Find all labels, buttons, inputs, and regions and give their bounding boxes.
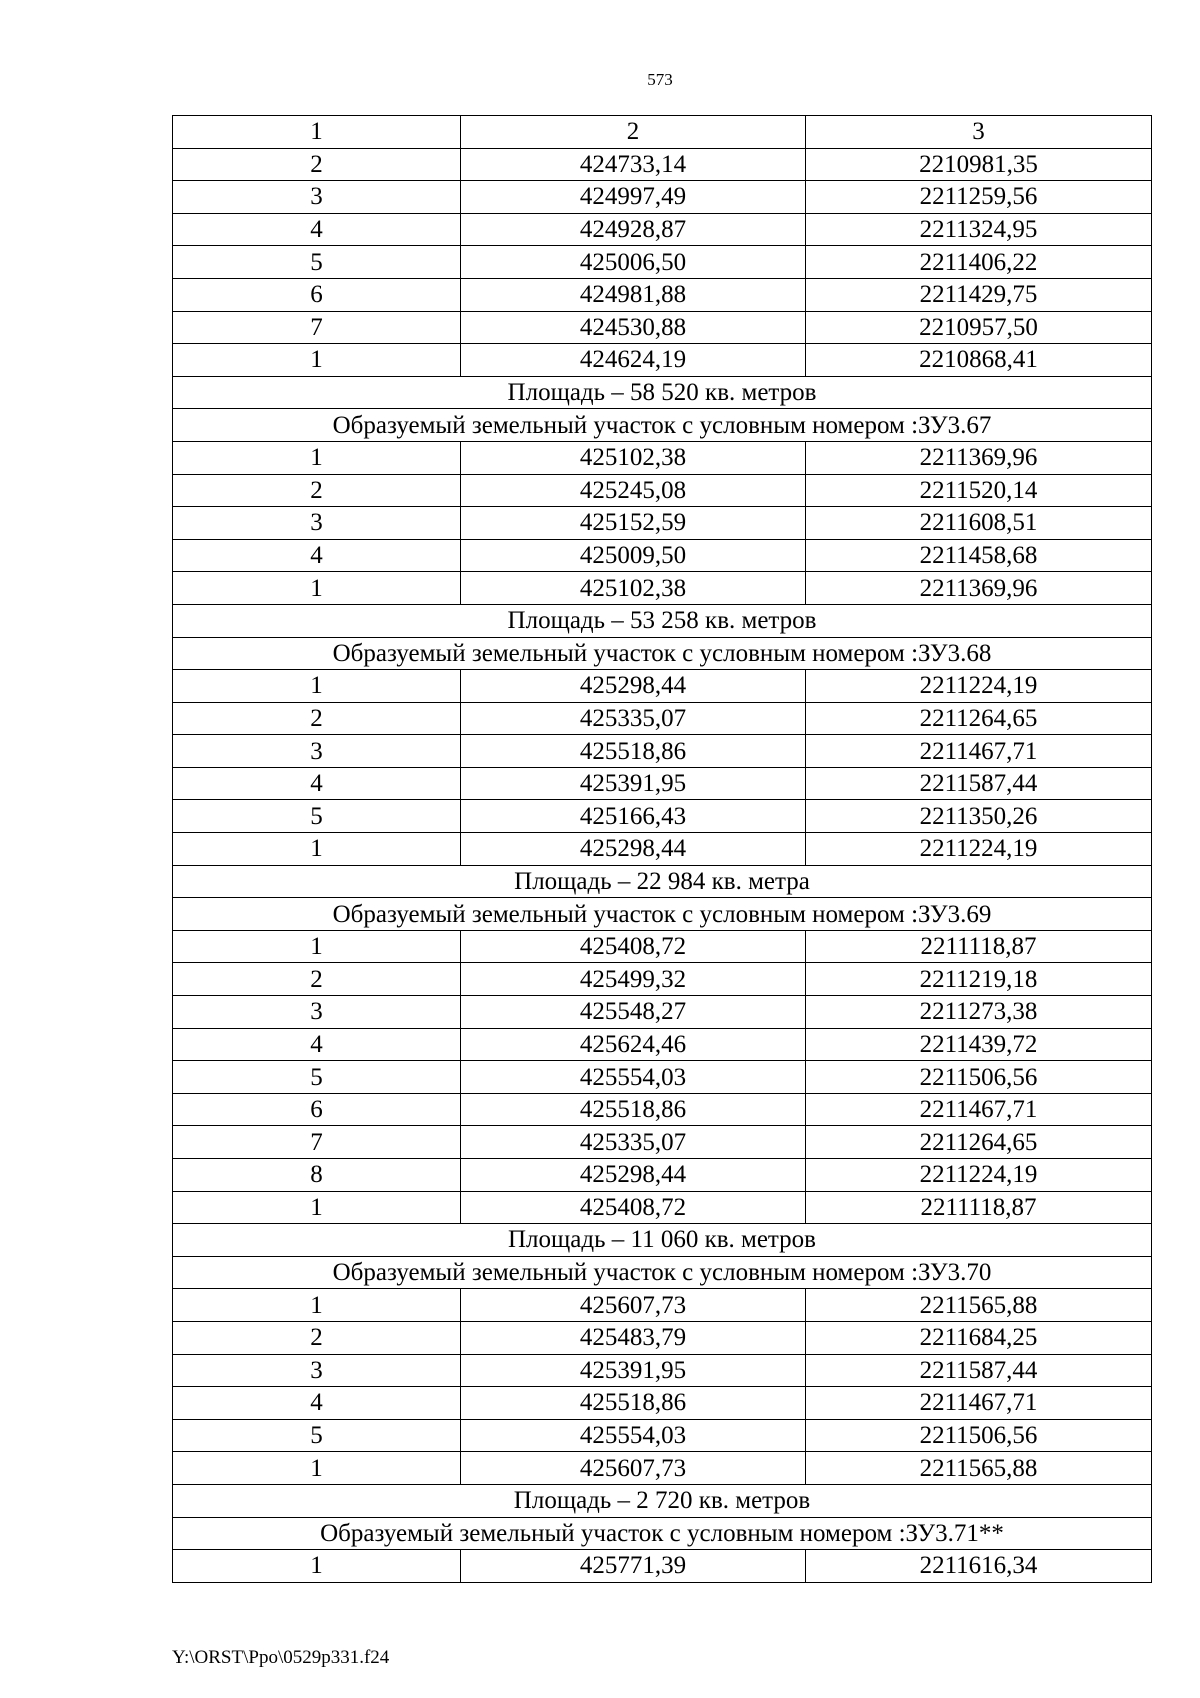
x-coordinate-cell: 425499,32 xyxy=(461,963,806,996)
y-coordinate-cell: 2211369,96 xyxy=(806,441,1152,474)
x-coordinate-cell: 425166,43 xyxy=(461,800,806,833)
y-coordinate-cell: 2211224,19 xyxy=(806,670,1152,703)
y-coordinate-cell: 2211219,18 xyxy=(806,963,1152,996)
x-coordinate-cell: 425607,73 xyxy=(461,1289,806,1322)
point-number-cell: 2 xyxy=(173,474,461,507)
point-number-cell: 7 xyxy=(173,311,461,344)
table-row xyxy=(173,181,1152,214)
y-coordinate-cell: 2211467,71 xyxy=(806,735,1152,768)
point-number-cell: 8 xyxy=(173,1159,461,1192)
point-number-cell: 3 xyxy=(173,1354,461,1387)
point-number-cell: 5 xyxy=(173,1061,461,1094)
x-coordinate-cell: 425607,73 xyxy=(461,1452,806,1485)
note-cell: Образуемый земельный участок с условным номером :ЗУ3.67 xyxy=(173,409,1152,442)
table-row xyxy=(173,474,1152,507)
y-coordinate-cell: 2211587,44 xyxy=(806,1354,1152,1387)
table-row xyxy=(173,996,1152,1029)
page-number: 573 xyxy=(647,70,673,89)
table-note-row xyxy=(173,409,1152,442)
table-row xyxy=(173,1419,1152,1452)
y-coordinate-cell: 2210957,50 xyxy=(806,311,1152,344)
y-coordinate-cell: 2211273,38 xyxy=(806,996,1152,1029)
table-row xyxy=(173,1289,1152,1322)
table-row xyxy=(173,539,1152,572)
x-coordinate-cell: 425771,39 xyxy=(461,1550,806,1583)
point-number-cell: 1 xyxy=(173,344,461,377)
table-row xyxy=(173,963,1152,996)
x-coordinate-cell: 425245,08 xyxy=(461,474,806,507)
header-cell-point: 1 xyxy=(173,116,461,149)
y-coordinate-cell: 2211259,56 xyxy=(806,181,1152,214)
x-coordinate-cell: 425518,86 xyxy=(461,735,806,768)
x-coordinate-cell: 424733,14 xyxy=(461,148,806,181)
y-coordinate-cell: 2211467,71 xyxy=(806,1387,1152,1420)
point-number-cell: 1 xyxy=(173,1191,461,1224)
y-coordinate-cell: 2211506,56 xyxy=(806,1061,1152,1094)
point-number-cell: 7 xyxy=(173,1126,461,1159)
coordinates-table-body xyxy=(173,116,1152,1583)
point-number-cell: 5 xyxy=(173,800,461,833)
x-coordinate-cell: 425335,07 xyxy=(461,702,806,735)
table-note-row xyxy=(173,1484,1152,1517)
footer-file-path: Y:\ORST\Ppo\0529p331.f24 xyxy=(172,1647,390,1668)
note-cell: Площадь – 53 258 кв. метров xyxy=(173,604,1152,637)
y-coordinate-cell: 2211264,65 xyxy=(806,702,1152,735)
y-coordinate-cell: 2211406,22 xyxy=(806,246,1152,279)
point-number-cell: 1 xyxy=(173,930,461,963)
x-coordinate-cell: 425518,86 xyxy=(461,1387,806,1420)
table-row xyxy=(173,1354,1152,1387)
table-row xyxy=(173,670,1152,703)
y-coordinate-cell: 2211616,34 xyxy=(806,1550,1152,1583)
point-number-cell: 1 xyxy=(173,1452,461,1485)
point-number-cell: 1 xyxy=(173,833,461,866)
point-number-cell: 5 xyxy=(173,1419,461,1452)
table-row xyxy=(173,311,1152,344)
y-coordinate-cell: 2211429,75 xyxy=(806,278,1152,311)
table-row xyxy=(173,1126,1152,1159)
header-cell-y: 3 xyxy=(806,116,1152,149)
point-number-cell: 3 xyxy=(173,181,461,214)
y-coordinate-cell: 2211439,72 xyxy=(806,1028,1152,1061)
table-note-row xyxy=(173,1224,1152,1257)
note-cell: Площадь – 2 720 кв. метров xyxy=(173,1484,1152,1517)
x-coordinate-cell: 425548,27 xyxy=(461,996,806,1029)
y-coordinate-cell: 2211608,51 xyxy=(806,507,1152,540)
x-coordinate-cell: 424928,87 xyxy=(461,213,806,246)
table-note-row xyxy=(173,604,1152,637)
y-coordinate-cell: 2211458,68 xyxy=(806,539,1152,572)
y-coordinate-cell: 2211118,87 xyxy=(806,1191,1152,1224)
y-coordinate-cell: 2211224,19 xyxy=(806,833,1152,866)
point-number-cell: 3 xyxy=(173,996,461,1029)
y-coordinate-cell: 2211264,65 xyxy=(806,1126,1152,1159)
table-note-row xyxy=(173,637,1152,670)
point-number-cell: 4 xyxy=(173,1387,461,1420)
x-coordinate-cell: 424981,88 xyxy=(461,278,806,311)
table-row xyxy=(173,1093,1152,1126)
table-row xyxy=(173,278,1152,311)
table-row xyxy=(173,702,1152,735)
x-coordinate-cell: 425006,50 xyxy=(461,246,806,279)
table-row xyxy=(173,213,1152,246)
table-row xyxy=(173,1387,1152,1420)
y-coordinate-cell: 2211350,26 xyxy=(806,800,1152,833)
table-row xyxy=(173,1028,1152,1061)
x-coordinate-cell: 425624,46 xyxy=(461,1028,806,1061)
x-coordinate-cell: 424530,88 xyxy=(461,311,806,344)
table-row xyxy=(173,1452,1152,1485)
point-number-cell: 3 xyxy=(173,735,461,768)
table-note-row xyxy=(173,898,1152,931)
x-coordinate-cell: 425009,50 xyxy=(461,539,806,572)
table-row xyxy=(173,1061,1152,1094)
table-row xyxy=(173,1550,1152,1583)
point-number-cell: 1 xyxy=(173,670,461,703)
point-number-cell: 4 xyxy=(173,767,461,800)
x-coordinate-cell: 425391,95 xyxy=(461,767,806,800)
y-coordinate-cell: 2211565,88 xyxy=(806,1289,1152,1322)
table-row xyxy=(173,930,1152,963)
point-number-cell: 1 xyxy=(173,1289,461,1322)
point-number-cell: 2 xyxy=(173,963,461,996)
table-row xyxy=(173,441,1152,474)
note-cell: Площадь – 22 984 кв. метра xyxy=(173,865,1152,898)
x-coordinate-cell: 424624,19 xyxy=(461,344,806,377)
y-coordinate-cell: 2211684,25 xyxy=(806,1321,1152,1354)
point-number-cell: 6 xyxy=(173,1093,461,1126)
x-coordinate-cell: 425483,79 xyxy=(461,1321,806,1354)
point-number-cell: 4 xyxy=(173,213,461,246)
x-coordinate-cell: 425554,03 xyxy=(461,1061,806,1094)
point-number-cell: 1 xyxy=(173,1550,461,1583)
coordinates-table xyxy=(172,115,1152,1583)
y-coordinate-cell: 2211118,87 xyxy=(806,930,1152,963)
y-coordinate-cell: 2210868,41 xyxy=(806,344,1152,377)
y-coordinate-cell: 2211369,96 xyxy=(806,572,1152,605)
table-row xyxy=(173,767,1152,800)
point-number-cell: 4 xyxy=(173,1028,461,1061)
x-coordinate-cell: 425152,59 xyxy=(461,507,806,540)
x-coordinate-cell: 425298,44 xyxy=(461,1159,806,1192)
x-coordinate-cell: 425102,38 xyxy=(461,441,806,474)
note-cell: Образуемый земельный участок с условным номером :ЗУ3.68 xyxy=(173,637,1152,670)
point-number-cell: 6 xyxy=(173,278,461,311)
point-number-cell: 1 xyxy=(173,441,461,474)
table-row xyxy=(173,1321,1152,1354)
x-coordinate-cell: 425518,86 xyxy=(461,1093,806,1126)
y-coordinate-cell: 2211224,19 xyxy=(806,1159,1152,1192)
table-row xyxy=(173,735,1152,768)
point-number-cell: 2 xyxy=(173,148,461,181)
note-cell: Площадь – 58 520 кв. метров xyxy=(173,376,1152,409)
point-number-cell: 4 xyxy=(173,539,461,572)
table-note-row xyxy=(173,1517,1152,1550)
x-coordinate-cell: 425335,07 xyxy=(461,1126,806,1159)
note-cell: Образуемый земельный участок с условным номером :ЗУ3.71** xyxy=(173,1517,1152,1550)
note-cell: Образуемый земельный участок с условным номером :ЗУ3.70 xyxy=(173,1256,1152,1289)
table-row xyxy=(173,344,1152,377)
x-coordinate-cell: 425408,72 xyxy=(461,1191,806,1224)
x-coordinate-cell: 425102,38 xyxy=(461,572,806,605)
y-coordinate-cell: 2211467,71 xyxy=(806,1093,1152,1126)
y-coordinate-cell: 2211324,95 xyxy=(806,213,1152,246)
y-coordinate-cell: 2210981,35 xyxy=(806,148,1152,181)
point-number-cell: 2 xyxy=(173,702,461,735)
table-row xyxy=(173,246,1152,279)
x-coordinate-cell: 425554,03 xyxy=(461,1419,806,1452)
x-coordinate-cell: 425298,44 xyxy=(461,833,806,866)
table-note-row xyxy=(173,1256,1152,1289)
note-cell: Образуемый земельный участок с условным номером :ЗУ3.69 xyxy=(173,898,1152,931)
y-coordinate-cell: 2211520,14 xyxy=(806,474,1152,507)
table-header-row xyxy=(173,116,1152,149)
table-row xyxy=(173,507,1152,540)
table-row xyxy=(173,1159,1152,1192)
table-row xyxy=(173,833,1152,866)
header-cell-x: 2 xyxy=(461,116,806,149)
point-number-cell: 3 xyxy=(173,507,461,540)
point-number-cell: 1 xyxy=(173,572,461,605)
table-row xyxy=(173,1191,1152,1224)
x-coordinate-cell: 425408,72 xyxy=(461,930,806,963)
x-coordinate-cell: 424997,49 xyxy=(461,181,806,214)
table-note-row xyxy=(173,376,1152,409)
table-row xyxy=(173,148,1152,181)
point-number-cell: 5 xyxy=(173,246,461,279)
table-row xyxy=(173,572,1152,605)
x-coordinate-cell: 425391,95 xyxy=(461,1354,806,1387)
table-note-row xyxy=(173,865,1152,898)
x-coordinate-cell: 425298,44 xyxy=(461,670,806,703)
table-row xyxy=(173,800,1152,833)
y-coordinate-cell: 2211506,56 xyxy=(806,1419,1152,1452)
point-number-cell: 2 xyxy=(173,1321,461,1354)
y-coordinate-cell: 2211565,88 xyxy=(806,1452,1152,1485)
note-cell: Площадь – 11 060 кв. метров xyxy=(173,1224,1152,1257)
y-coordinate-cell: 2211587,44 xyxy=(806,767,1152,800)
